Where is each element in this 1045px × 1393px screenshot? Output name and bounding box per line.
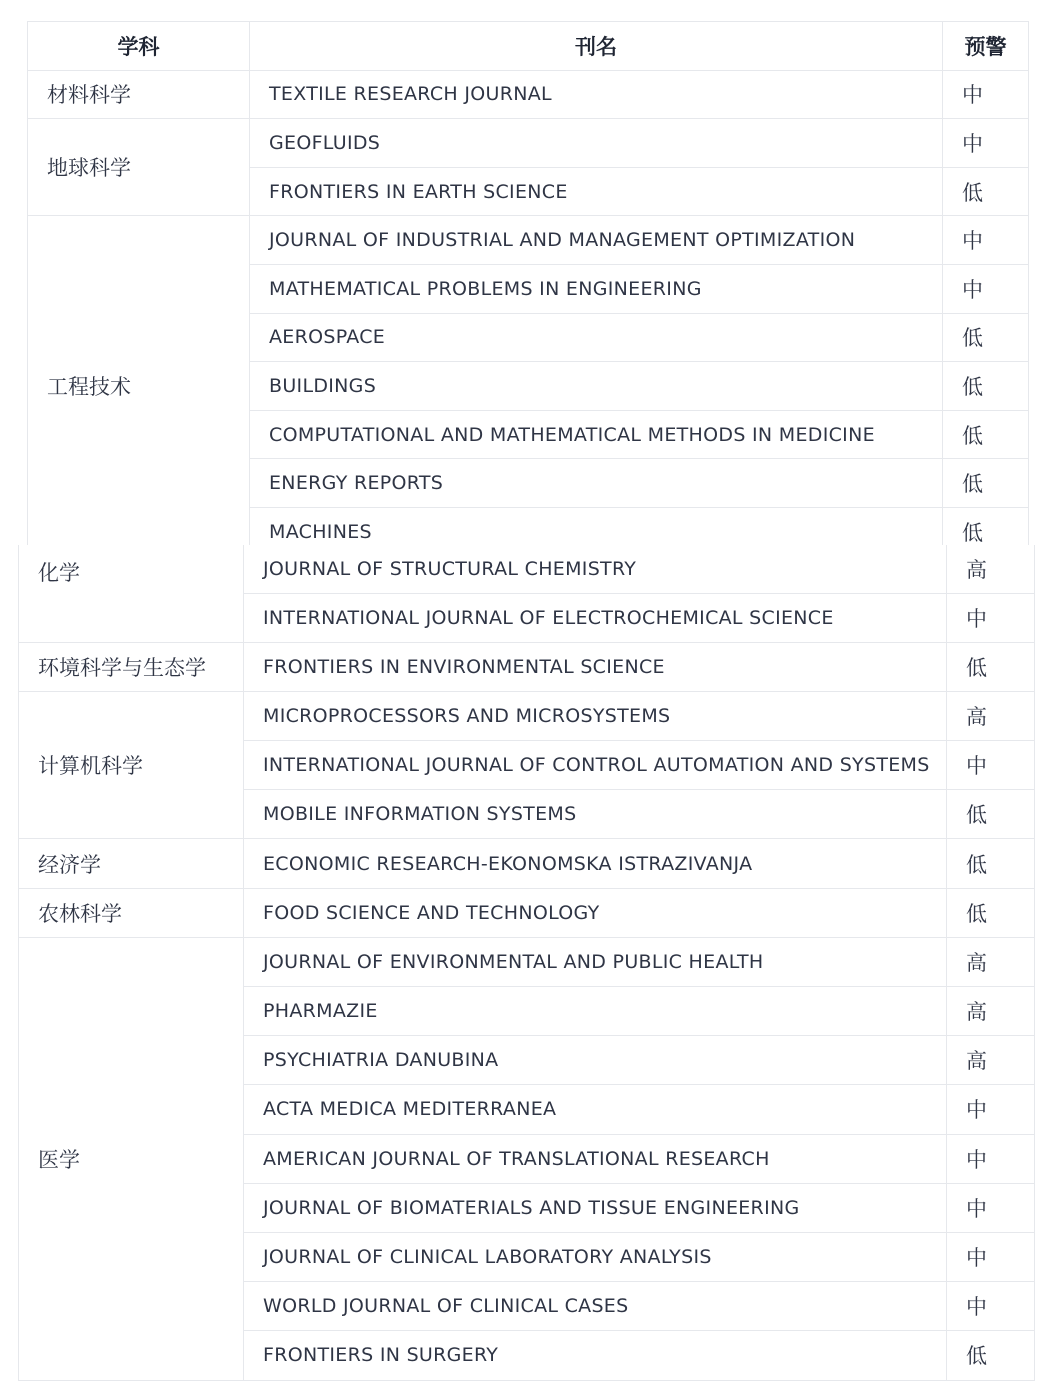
- journal-cell: PSYCHIATRIA DANUBINA: [244, 1036, 947, 1085]
- warning-level-cell: 低: [943, 459, 1029, 508]
- header-warning: 预警: [943, 22, 1029, 71]
- subject-cell: 计算机科学: [19, 691, 244, 839]
- warning-level-cell: 低: [943, 313, 1029, 362]
- journal-cell: BUILDINGS: [250, 362, 943, 411]
- warning-level-cell: 高: [947, 1036, 1035, 1085]
- subject-cell: 医学: [19, 937, 244, 1380]
- journal-cell: PHARMAZIE: [244, 987, 947, 1036]
- header-subject: 学科: [28, 22, 250, 71]
- subject-cell: 材料科学: [28, 70, 250, 119]
- table-row: [19, 839, 1035, 888]
- warning-level-cell: 低: [947, 790, 1035, 839]
- table-row: [28, 216, 1029, 265]
- journal-cell: COMPUTATIONAL AND MATHEMATICAL METHODS IN MEDICINE: [250, 410, 943, 459]
- journal-warning-table-bottom: [18, 545, 1035, 1381]
- journal-cell: ECONOMIC RESEARCH-EKONOMSKA ISTRAZIVANJA: [244, 839, 947, 888]
- warning-level-cell: 中: [943, 70, 1029, 119]
- journal-cell: GEOFLUIDS: [250, 119, 943, 168]
- table-row: [19, 545, 1035, 593]
- table-row: [28, 70, 1029, 119]
- warning-level-cell: 高: [947, 545, 1035, 593]
- warning-level-cell: 低: [943, 167, 1029, 216]
- journal-cell: JOURNAL OF INDUSTRIAL AND MANAGEMENT OPTIMIZATION: [250, 216, 943, 265]
- warning-level-cell: 中: [943, 216, 1029, 265]
- warning-level-cell: 低: [947, 642, 1035, 691]
- warning-level-cell: 低: [943, 507, 1029, 556]
- warning-level-cell: 低: [943, 362, 1029, 411]
- journal-cell: JOURNAL OF STRUCTURAL CHEMISTRY: [244, 545, 947, 593]
- table-header-row: [28, 22, 1029, 71]
- journal-cell: ACTA MEDICA MEDITERRANEA: [244, 1085, 947, 1134]
- warning-level-cell: 中: [943, 264, 1029, 313]
- subject-cell: 经济学: [19, 839, 244, 888]
- journal-warning-table-top: [27, 21, 1029, 557]
- table-row: [19, 888, 1035, 937]
- journal-cell: ENERGY REPORTS: [250, 459, 943, 508]
- subject-cell: 工程技术: [28, 216, 250, 556]
- warning-level-cell: 高: [947, 937, 1035, 986]
- journal-cell: FRONTIERS IN EARTH SCIENCE: [250, 167, 943, 216]
- journal-cell: FRONTIERS IN SURGERY: [244, 1331, 947, 1380]
- table-row: [19, 937, 1035, 986]
- subject-cell: 环境科学与生态学: [19, 642, 244, 691]
- table-row: [28, 119, 1029, 168]
- table-row: [19, 642, 1035, 691]
- warning-level-cell: 中: [943, 119, 1029, 168]
- subject-cell: 化学: [19, 545, 244, 642]
- table-row: [19, 691, 1035, 740]
- journal-cell: MICROPROCESSORS AND MICROSYSTEMS: [244, 691, 947, 740]
- journal-cell: JOURNAL OF ENVIRONMENTAL AND PUBLIC HEALTH: [244, 937, 947, 986]
- journal-cell: INTERNATIONAL JOURNAL OF CONTROL AUTOMATION AND SYSTEMS: [244, 741, 947, 790]
- warning-level-cell: 低: [947, 888, 1035, 937]
- journal-cell: JOURNAL OF CLINICAL LABORATORY ANALYSIS: [244, 1232, 947, 1281]
- journal-cell: MOBILE INFORMATION SYSTEMS: [244, 790, 947, 839]
- warning-level-cell: 中: [947, 1183, 1035, 1232]
- journal-cell: TEXTILE RESEARCH JOURNAL: [250, 70, 943, 119]
- subject-cell: 农林科学: [19, 888, 244, 937]
- warning-level-cell: 中: [947, 1232, 1035, 1281]
- warning-level-cell: 中: [947, 593, 1035, 642]
- warning-level-cell: 低: [943, 410, 1029, 459]
- warning-level-cell: 中: [947, 1085, 1035, 1134]
- warning-level-cell: 中: [947, 1282, 1035, 1331]
- journal-cell: MATHEMATICAL PROBLEMS IN ENGINEERING: [250, 264, 943, 313]
- journal-cell: JOURNAL OF BIOMATERIALS AND TISSUE ENGINEERING: [244, 1183, 947, 1232]
- journal-cell: AMERICAN JOURNAL OF TRANSLATIONAL RESEARCH: [244, 1134, 947, 1183]
- warning-level-cell: 高: [947, 691, 1035, 740]
- warning-level-cell: 中: [947, 741, 1035, 790]
- warning-level-cell: 低: [947, 1331, 1035, 1380]
- warning-level-cell: 中: [947, 1134, 1035, 1183]
- header-journal: 刊名: [250, 22, 943, 71]
- journal-cell: MACHINES: [250, 507, 943, 556]
- warning-level-cell: 低: [947, 839, 1035, 888]
- journal-cell: WORLD JOURNAL OF CLINICAL CASES: [244, 1282, 947, 1331]
- journal-cell: AEROSPACE: [250, 313, 943, 362]
- subject-cell: 地球科学: [28, 119, 250, 216]
- journal-cell: FOOD SCIENCE AND TECHNOLOGY: [244, 888, 947, 937]
- journal-cell: INTERNATIONAL JOURNAL OF ELECTROCHEMICAL SCIENCE: [244, 593, 947, 642]
- warning-level-cell: 高: [947, 987, 1035, 1036]
- journal-cell: FRONTIERS IN ENVIRONMENTAL SCIENCE: [244, 642, 947, 691]
